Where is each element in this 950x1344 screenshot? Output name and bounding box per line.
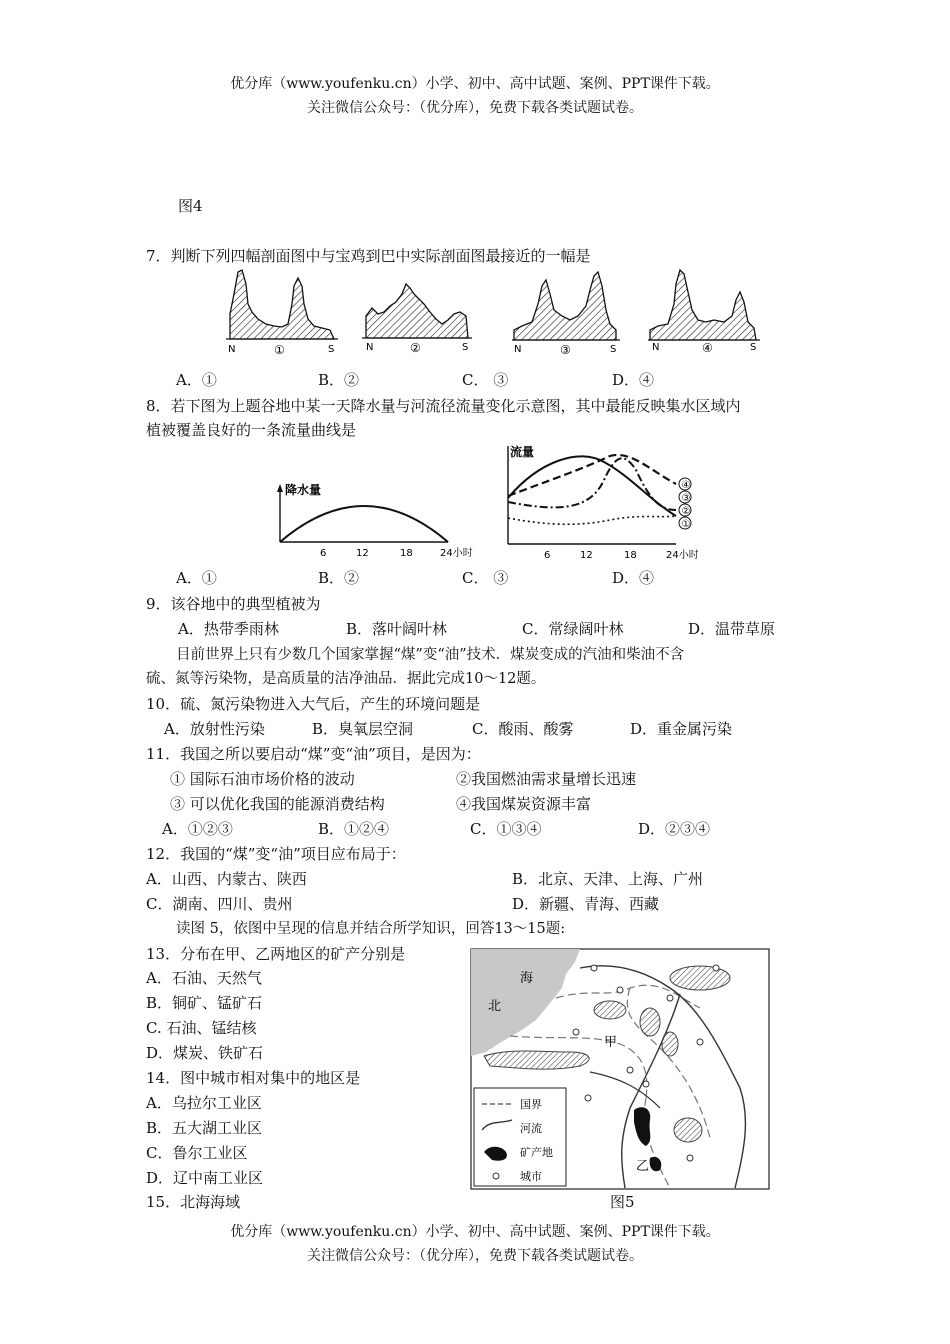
flow-curve-4-label: ④ bbox=[681, 480, 691, 491]
q12-option-b[interactable]: B．北京、天津、上海、广州 bbox=[512, 870, 704, 888]
profile-4-s-label: S bbox=[750, 342, 757, 353]
figure-4-caption: 图4 bbox=[178, 197, 203, 215]
flow-tick-24: 24小时 bbox=[666, 550, 699, 561]
legend-city: 城市 bbox=[520, 1170, 542, 1183]
q7-option-c[interactable]: C． ③ bbox=[462, 371, 509, 389]
q14-option-a[interactable]: A．乌拉尔工业区 bbox=[146, 1094, 262, 1112]
q14-option-b[interactable]: B．五大湖工业区 bbox=[146, 1119, 263, 1137]
q7-option-d[interactable]: D．④ bbox=[612, 371, 655, 389]
profile-4-number: ④ bbox=[702, 341, 713, 355]
q10-option-d[interactable]: D．重金属污染 bbox=[630, 720, 733, 738]
rain-ylabel: 降水量 bbox=[285, 483, 322, 497]
flow-curve-3-label: ③ bbox=[681, 493, 691, 504]
q7-option-a[interactable]: A．① bbox=[176, 371, 217, 389]
q8-option-b[interactable]: B．② bbox=[318, 569, 360, 587]
rain-tick-6: 6 bbox=[320, 548, 327, 559]
header-line-1: 优分库（www.youfenku.cn）小学、初中、高中试题、案例、PPT课件下载。 bbox=[230, 76, 720, 92]
q8-stem-line-1: 8．若下图为上题谷地中某一天降水量与河流径流量变化示意图，其中最能反映集水区域内 bbox=[146, 397, 741, 415]
profile-1-s-label: S bbox=[328, 344, 335, 355]
profile-3 bbox=[512, 272, 620, 356]
q8-rainfall-chart bbox=[268, 476, 488, 562]
q9-option-a[interactable]: A．热带季雨林 bbox=[178, 620, 279, 638]
profile-3-s-label: S bbox=[610, 344, 617, 355]
q8-option-d[interactable]: D．④ bbox=[612, 569, 655, 587]
passage1-line-1: 目前世界上只有少数几个国家掌握“煤”变“油”技术．煤炭变成的汽油和柴油不含 bbox=[176, 647, 685, 663]
q10-option-c[interactable]: C．酸雨、酸雾 bbox=[472, 720, 574, 738]
passage2: 读图 5，依图中呈现的信息并结合所学知识，回答13～15题: bbox=[176, 921, 566, 937]
q12-stem: 12．我国的“煤”变“油”项目应布局于： bbox=[146, 845, 406, 863]
q9-option-d[interactable]: D．温带草原 bbox=[688, 620, 776, 638]
rain-tick-18: 18 bbox=[400, 548, 413, 559]
q14-stem: 14．图中城市相对集中的地区是 bbox=[146, 1069, 361, 1087]
q13-option-a[interactable]: A．石油、天然气 bbox=[146, 969, 262, 987]
q8-stem-line-2: 植被覆盖良好的一条流量曲线是 bbox=[146, 421, 357, 439]
q9-stem: 9．该谷地中的典型植被为 bbox=[146, 595, 321, 613]
q13-stem: 13．分布在甲、乙两地区的矿产分别是 bbox=[146, 945, 406, 963]
q8-option-a[interactable]: A．① bbox=[176, 569, 217, 587]
profile-3-n-label: N bbox=[514, 344, 522, 355]
q11-item-1: ① 国际石油市场价格的波动 bbox=[170, 770, 355, 788]
profile-2-number: ② bbox=[410, 341, 421, 355]
q11-option-b[interactable]: B．①②④ bbox=[318, 820, 390, 838]
header-line-2: 关注微信公众号：（优分库），免费下载各类试题试卷。 bbox=[307, 100, 643, 116]
q11-item-4: ④我国煤炭资源丰富 bbox=[456, 795, 592, 813]
q11-option-d[interactable]: D．②③④ bbox=[638, 820, 711, 838]
q9-option-c[interactable]: C．常绿阔叶林 bbox=[522, 620, 624, 638]
q11-option-a[interactable]: A．①②③ bbox=[162, 820, 233, 838]
profile-2 bbox=[362, 284, 472, 355]
profile-4-n-label: N bbox=[652, 342, 660, 353]
region-yi-label: 乙 bbox=[636, 1159, 650, 1174]
legend-mineral: 矿产地 bbox=[520, 1146, 553, 1159]
q10-option-a[interactable]: A．放射性污染 bbox=[164, 720, 265, 738]
flow-tick-12: 12 bbox=[580, 550, 593, 561]
q15-stem: 15．北海海域 bbox=[146, 1193, 241, 1211]
q9-option-b[interactable]: B．落叶阔叶林 bbox=[346, 620, 448, 638]
q12-option-a[interactable]: A．山西、内蒙古、陕西 bbox=[146, 870, 307, 888]
q12-option-c[interactable]: C．湖南、四川、贵州 bbox=[146, 895, 293, 913]
profile-1-number: ① bbox=[274, 343, 285, 356]
profile-1 bbox=[226, 270, 338, 356]
rain-tick-12: 12 bbox=[356, 548, 369, 559]
q14-option-c[interactable]: C．鲁尔工业区 bbox=[146, 1144, 248, 1162]
q11-item-3: ③ 可以优化我国的能源消费结构 bbox=[170, 795, 385, 813]
flow-curve-2-label: ② bbox=[681, 506, 691, 517]
q12-option-d[interactable]: D．新疆、青海、西藏 bbox=[512, 895, 660, 913]
q14-option-d[interactable]: D．辽中南工业区 bbox=[146, 1169, 264, 1187]
q13-option-b[interactable]: B．铜矿、锰矿石 bbox=[146, 994, 263, 1012]
footer-line-2: 关注微信公众号：（优分库），免费下载各类试题试卷。 bbox=[307, 1248, 643, 1264]
sea-label-1: 海 bbox=[520, 971, 534, 986]
q13-option-c[interactable]: C. 石油、锰结核 bbox=[146, 1019, 257, 1037]
q10-stem: 10．硫、氮污染物进入大气后，产生的环境问题是 bbox=[146, 695, 481, 713]
profile-3-number: ③ bbox=[560, 343, 571, 356]
figure-5-caption: 图5 bbox=[610, 1193, 635, 1211]
region-jia-label: 甲 bbox=[604, 1035, 618, 1050]
q8-flow-chart bbox=[500, 440, 720, 566]
q8-option-c[interactable]: C． ③ bbox=[462, 569, 509, 587]
q11-item-2: ②我国燃油需求量增长迅速 bbox=[456, 770, 637, 788]
profile-2-s-label: S bbox=[462, 342, 469, 353]
profile-4 bbox=[648, 270, 760, 355]
sea-label-2: 北 bbox=[488, 999, 502, 1014]
q11-option-c[interactable]: C．①③④ bbox=[470, 820, 542, 838]
q7-option-b[interactable]: B．② bbox=[318, 371, 360, 389]
legend-river: 河流 bbox=[520, 1122, 542, 1135]
q13-option-d[interactable]: D．煤炭、铁矿石 bbox=[146, 1044, 264, 1062]
q7-stem: 7．判断下列四幅剖面图中与宝鸡到巴中实际剖面图最接近的一幅是 bbox=[146, 247, 591, 265]
flow-ylabel: 流量 bbox=[510, 445, 535, 459]
passage1-line-2: 硫、氮等污染物，是高质量的洁净油品．据此完成10～12题。 bbox=[146, 671, 546, 687]
figure-5-map bbox=[470, 948, 770, 1190]
q11-stem: 11．我国之所以要启动“煤”变“油”项目，是因为： bbox=[146, 745, 481, 763]
legend-border: 国界 bbox=[520, 1098, 542, 1111]
profile-2-n-label: N bbox=[366, 342, 374, 353]
flow-curve-1-label: ① bbox=[681, 519, 691, 530]
q10-option-b[interactable]: B．臭氧层空洞 bbox=[312, 720, 414, 738]
profile-1-n-label: N bbox=[228, 344, 236, 355]
footer-line-1: 优分库（www.youfenku.cn）小学、初中、高中试题、案例、PPT课件下载。 bbox=[230, 1224, 720, 1240]
q7-profile-figures bbox=[222, 264, 762, 356]
flow-tick-18: 18 bbox=[624, 550, 637, 561]
rain-tick-24: 24小时 bbox=[440, 548, 473, 559]
flow-tick-6: 6 bbox=[544, 550, 551, 561]
